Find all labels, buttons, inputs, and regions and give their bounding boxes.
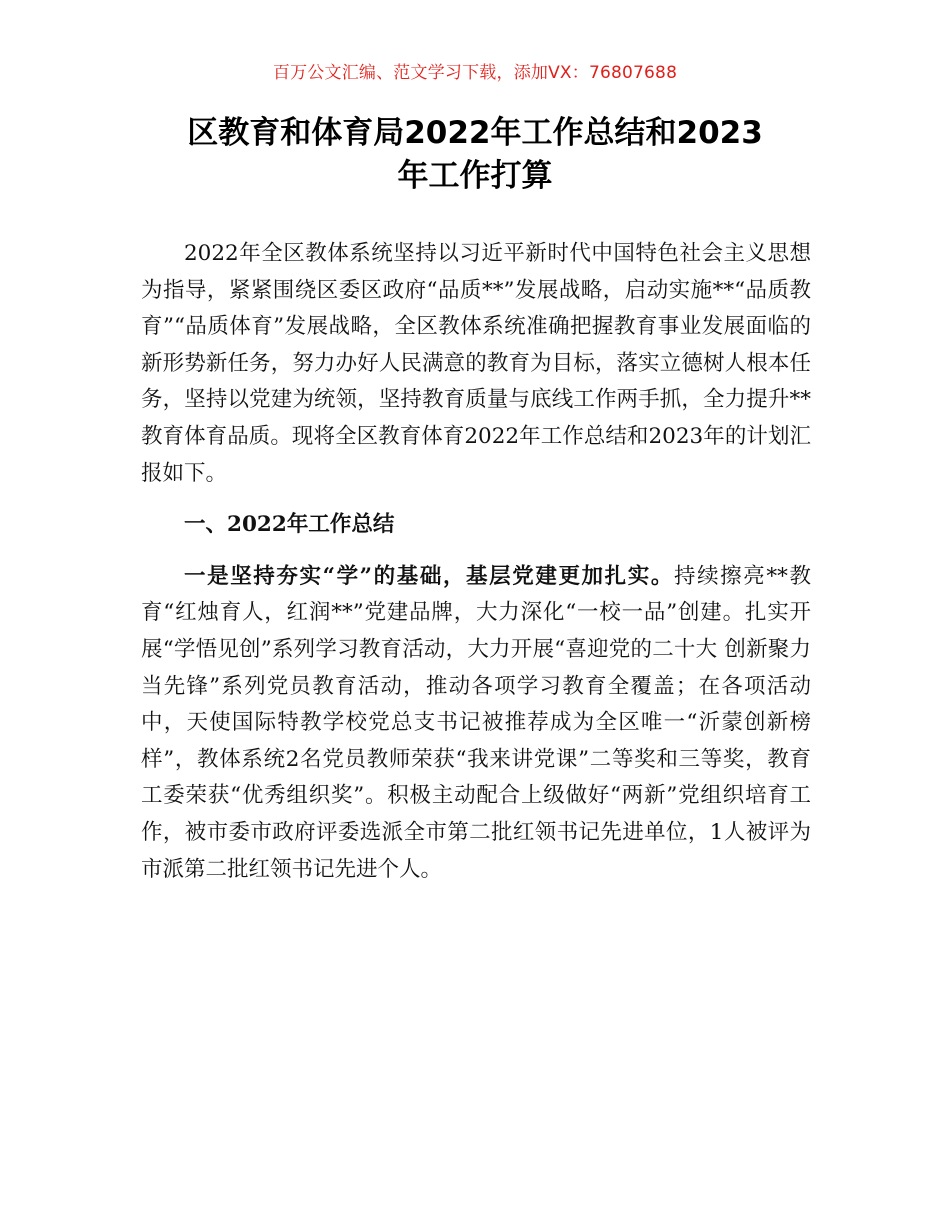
paragraph-body: 持续擦亮**教育“红烛育人，红润**”党建品牌，大力深化“一校一品”创建。扎实开展“学悟见创”系列学习教育活动，大力开展“喜迎党的二十大 创新聚力当先锋”系列党员教育活动，推动各项学习教育全覆盖；在各项活动中，天使国际特教学校党总支书记被推荐成为全区唯一“沂蒙创新榜样”，教体系统2名党员教师荣获“我来讲党课”二等奖和三等奖，教育工委荣获“优秀组织奖”。积极主动配合上级做好“两新”党组织培育工作，被市委市政府评委选派全市第二批红领书记先进单位，1人被评为市派第二批红领书记先进个人。 [141, 563, 812, 882]
title-line-1: 区教育和体育局2022年工作总结和2023 [187, 115, 763, 151]
document-title [100, 112, 850, 198]
paragraph-party-building [141, 559, 811, 888]
document-body [141, 236, 811, 888]
watermark-banner: 百万公文汇编、范文学习下载，添加VX：76807688 [272, 63, 678, 83]
intro-paragraph: 2022年全区教体系统坚持以习近平新时代中国特色社会主义思想为指导，紧紧围绕区委区政府“品质**”发展战略，启动实施**“品质教育”“品质体育”发展战略，全区教体系统准确把握教育事业发展面临的新形势新任务，努力办好人民满意的教育为目标，落实立德树人根本任务，坚持以党建为统领，坚持教育质量与底线工作两手抓，全力提升**教育体育品质。现将全区教育体育2022年工作总结和2023年的计划汇报如下。 [141, 241, 811, 486]
title-line-2: 年工作打算 [397, 158, 553, 194]
paragraph-lead: 一是坚持夯实“学”的基础，基层党建更加扎实。 [184, 563, 674, 589]
section-heading: 一、2022年工作总结 [184, 512, 395, 538]
